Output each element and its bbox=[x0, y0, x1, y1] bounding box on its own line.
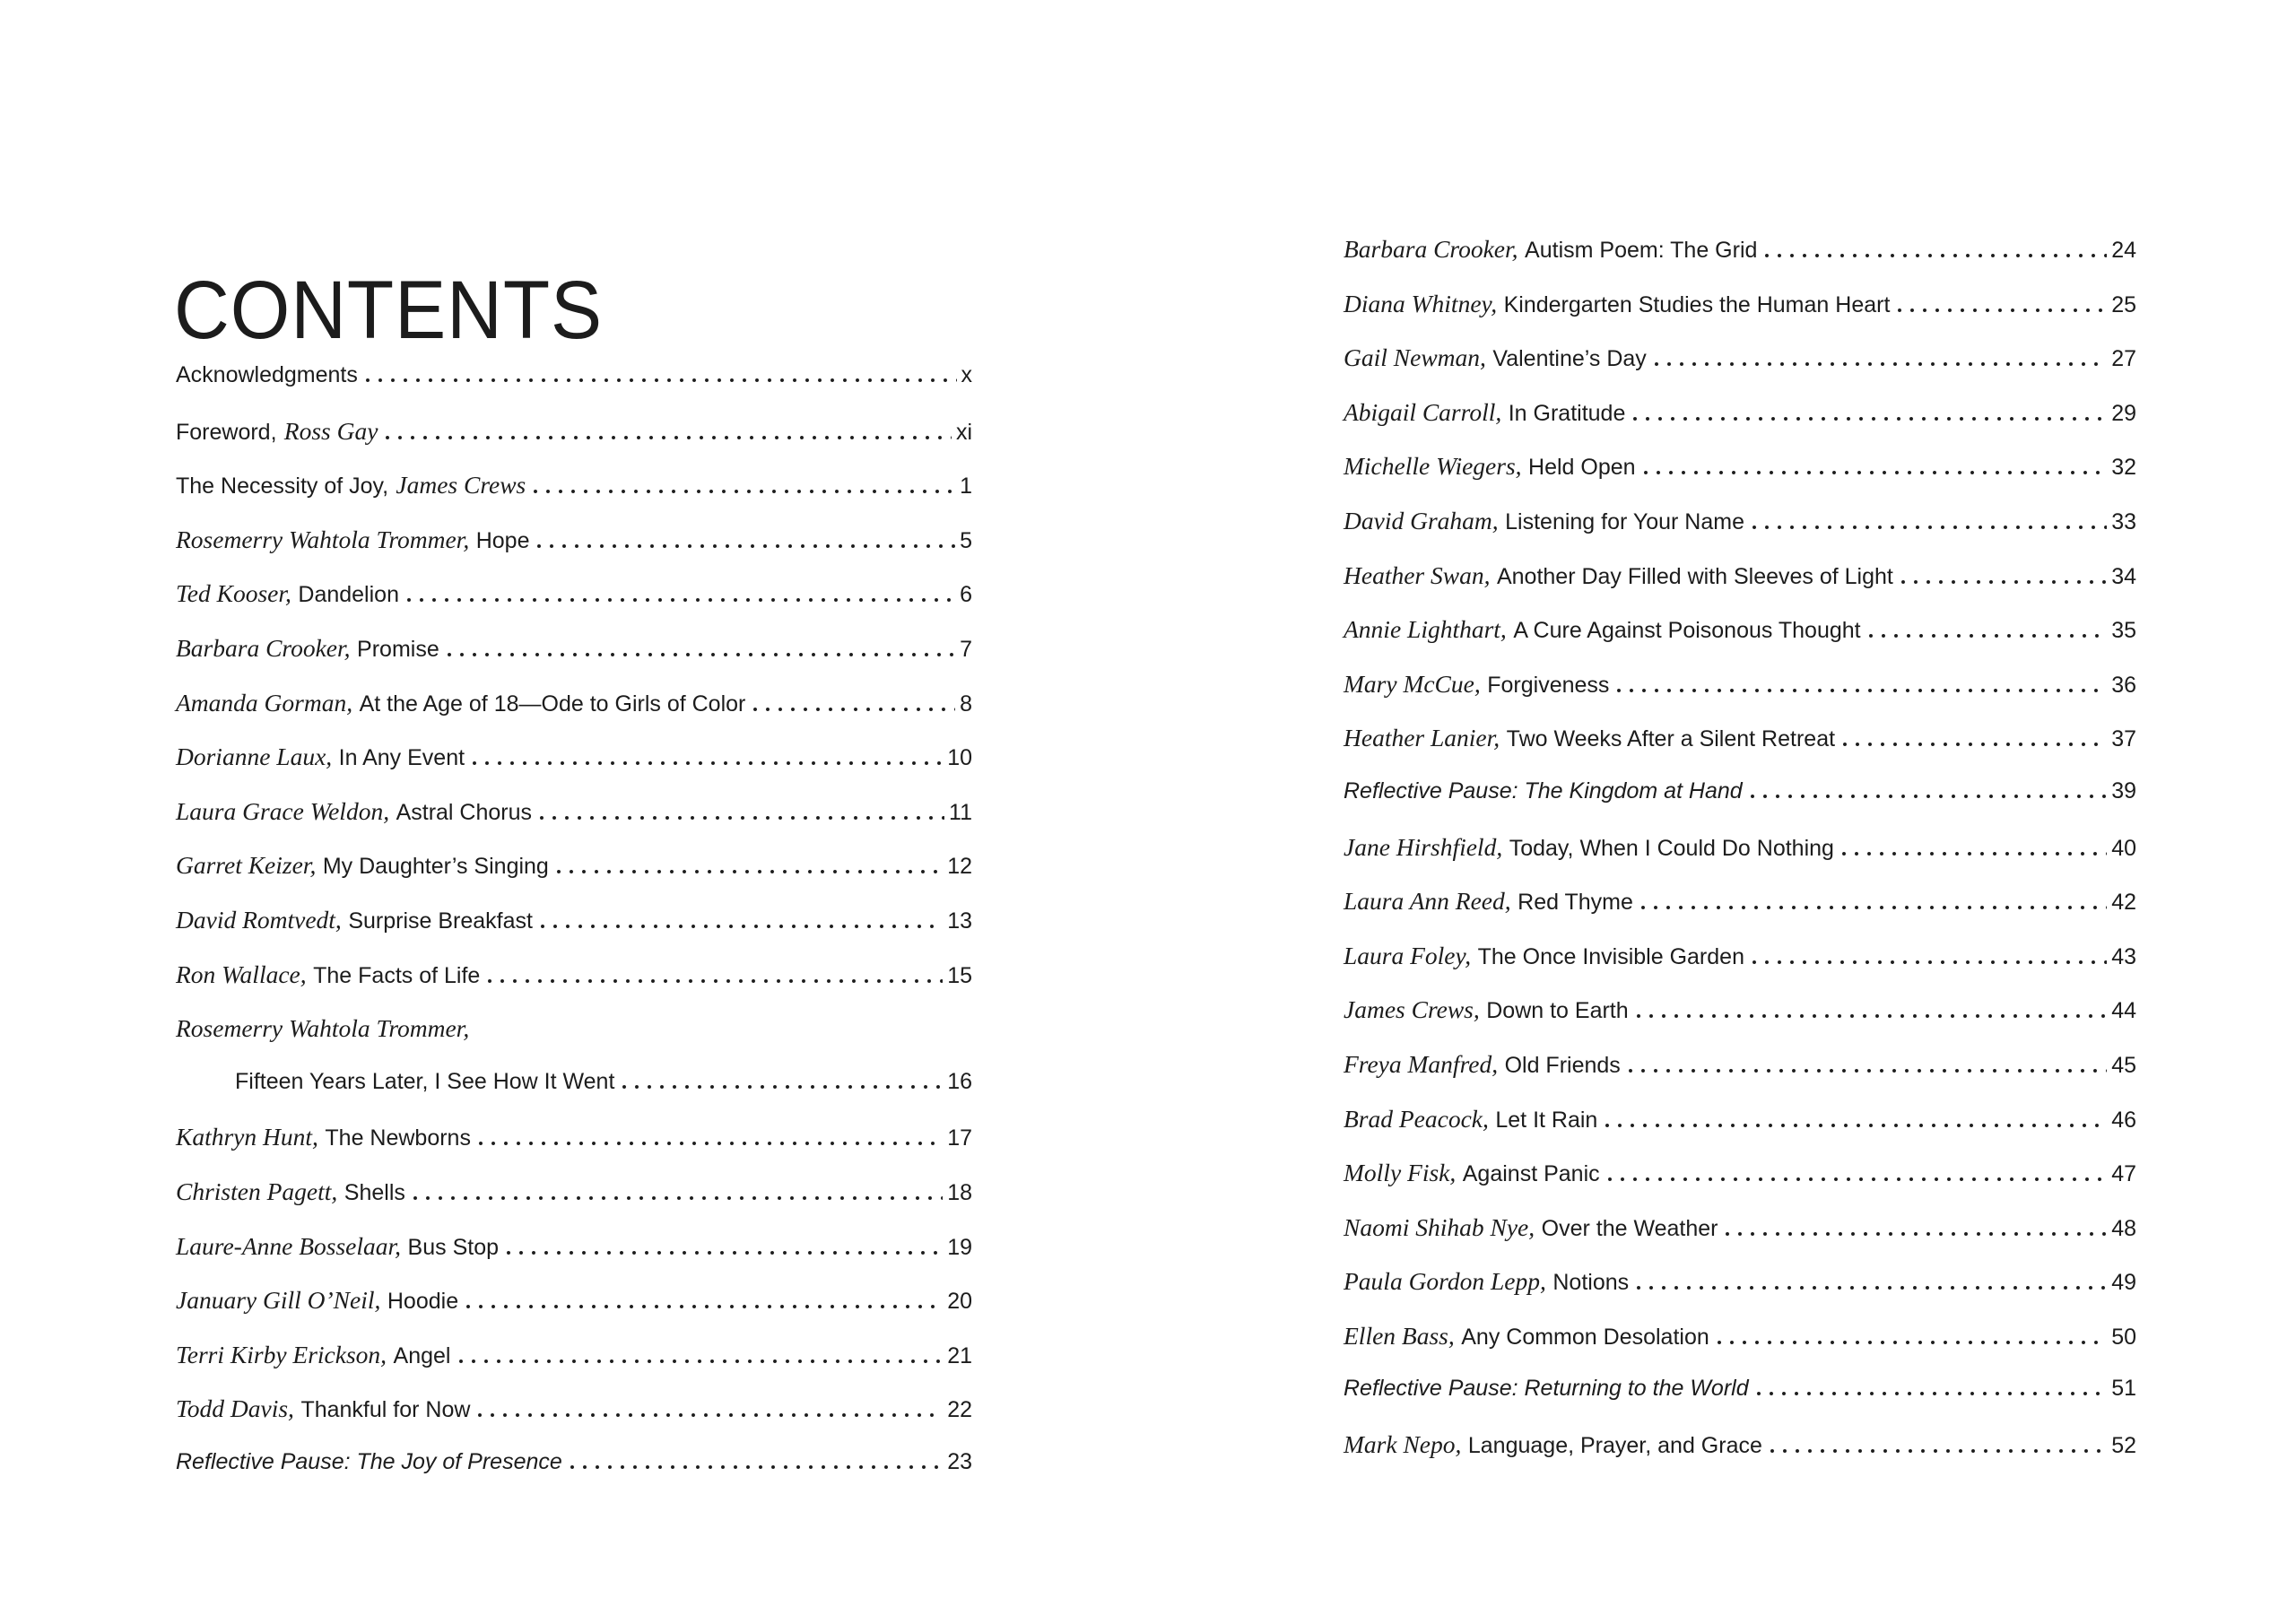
toc-entry bbox=[1344, 889, 2136, 943]
entry-page-number: 24 bbox=[2111, 238, 2136, 263]
toc-entry bbox=[1344, 1377, 2136, 1432]
entry-title: Kindergarten Studies the Human Heart bbox=[1503, 291, 1891, 317]
entry-title: Today, When I Could Do Nothing bbox=[1509, 835, 1834, 861]
entry-title: Fifteen Years Later, I See How It Went bbox=[235, 1068, 615, 1094]
entry-author: Kathryn Hunt, bbox=[176, 1123, 318, 1151]
entry-author: Ted Kooser, bbox=[176, 579, 291, 608]
entry-author: January Gill O’Neil, bbox=[176, 1286, 381, 1315]
dot-leader bbox=[466, 1305, 943, 1308]
toc-entry bbox=[176, 1342, 972, 1397]
entry-author: Michelle Wiegers, bbox=[1344, 452, 1522, 481]
dot-leader bbox=[386, 436, 951, 439]
toc-entry bbox=[1344, 291, 2136, 346]
entry-title: Another Day Filled with Sleeves of Light bbox=[1496, 563, 1893, 589]
entry-author: Gail Newman, bbox=[1344, 343, 1486, 372]
dot-leader bbox=[1752, 526, 2107, 529]
entry-title: Dandelion bbox=[298, 582, 399, 608]
dot-leader bbox=[753, 708, 955, 711]
toc-entry bbox=[1344, 1321, 2136, 1378]
toc-entry bbox=[176, 905, 972, 962]
entry-author: Barbara Crooker, bbox=[1344, 235, 1518, 263]
toc-entry bbox=[1344, 397, 2136, 455]
toc-entry bbox=[1344, 237, 2136, 291]
entry-title: Autism Poem: The Grid bbox=[1525, 238, 1758, 263]
dot-leader bbox=[1726, 1232, 2107, 1236]
toc-entry bbox=[1344, 560, 2136, 618]
toc-entry bbox=[176, 1396, 972, 1451]
entry-title: A Cure Against Poisonous Thought bbox=[1513, 618, 1861, 644]
entry-page-number: 45 bbox=[2111, 1052, 2136, 1078]
dot-leader bbox=[1757, 1392, 2108, 1395]
dot-leader bbox=[1617, 689, 2107, 692]
entry-author: Heather Swan, bbox=[1344, 560, 1491, 589]
entry-page-number: 13 bbox=[947, 908, 972, 934]
toc-entry bbox=[1344, 454, 2136, 508]
dot-leader bbox=[1843, 743, 2107, 746]
entry-author: Laura Grace Weldon, bbox=[176, 796, 390, 825]
dot-leader bbox=[1901, 580, 2107, 584]
entry-page-number: 19 bbox=[947, 1234, 972, 1260]
toc-entry bbox=[1344, 997, 2136, 1052]
entry-author: James Crews, bbox=[1344, 995, 1480, 1024]
toc-entry bbox=[176, 473, 972, 527]
entry-page-number: 44 bbox=[2111, 998, 2136, 1024]
entry-title: Shells bbox=[344, 1179, 405, 1205]
entry-page-number: 48 bbox=[2111, 1215, 2136, 1241]
entry-page-number: 10 bbox=[947, 745, 972, 771]
dot-leader bbox=[1655, 362, 2107, 366]
entry-page-number: 16 bbox=[947, 1068, 972, 1094]
entry-title: At the Age of 18—Ode to Girls of Color bbox=[359, 691, 746, 717]
toc-entry bbox=[176, 416, 972, 473]
entry-page-number: 6 bbox=[960, 582, 972, 608]
toc-entry bbox=[1344, 1160, 2136, 1215]
entry-page-number: 40 bbox=[2111, 835, 2136, 861]
dot-leader bbox=[1641, 906, 2107, 909]
toc-entry bbox=[1344, 508, 2136, 563]
entry-title: Old Friends bbox=[1504, 1052, 1621, 1078]
entry-title: Bus Stop bbox=[407, 1234, 499, 1260]
dot-leader bbox=[1718, 1341, 2107, 1344]
entry-page-number: 34 bbox=[2111, 563, 2136, 589]
entry-reflective-title: Reflective Pause: Returning to the World bbox=[1344, 1376, 1749, 1402]
toc-entry bbox=[176, 1068, 972, 1125]
dot-leader bbox=[478, 1413, 943, 1417]
entry-title: Hoodie bbox=[387, 1289, 459, 1315]
entry-title: The Facts of Life bbox=[313, 962, 481, 988]
dot-leader bbox=[1605, 1124, 2107, 1127]
entry-title: Let It Rain bbox=[1495, 1107, 1598, 1133]
toc-entry bbox=[176, 581, 972, 636]
entry-page-number: 12 bbox=[947, 854, 972, 880]
entry-title: The Newborns bbox=[325, 1125, 471, 1151]
toc-entry bbox=[176, 1125, 972, 1179]
entry-author: Barbara Crooker, bbox=[176, 633, 351, 662]
entry-page-number: 29 bbox=[2111, 400, 2136, 426]
toc-entry bbox=[1344, 725, 2136, 780]
entry-title: Two Weeks After a Silent Retreat bbox=[1506, 726, 1836, 752]
entry-page-number: 17 bbox=[947, 1125, 972, 1151]
entry-author: Brad Peacock, bbox=[1344, 1104, 1489, 1133]
dot-leader bbox=[537, 544, 955, 548]
entry-page-number: xi bbox=[955, 419, 972, 445]
entry-author: Amanda Gorman, bbox=[176, 688, 353, 717]
entry-page-number: 27 bbox=[2111, 346, 2136, 372]
dot-leader bbox=[479, 1142, 943, 1145]
dot-leader bbox=[541, 925, 943, 928]
toc-entry bbox=[176, 1179, 972, 1234]
entry-author: Ron Wallace, bbox=[176, 960, 307, 988]
entry-title: Down to Earth bbox=[1486, 998, 1629, 1024]
entry-author: Abigail Carroll, bbox=[1344, 397, 1502, 426]
dot-leader bbox=[507, 1251, 943, 1255]
entry-title: Thankful for Now bbox=[300, 1397, 471, 1423]
entry-page-number: 32 bbox=[2111, 455, 2136, 481]
dot-leader bbox=[473, 761, 943, 765]
entry-page-number: 52 bbox=[2111, 1433, 2136, 1459]
entry-title: Over the Weather bbox=[1541, 1215, 1718, 1241]
entry-page-number: 20 bbox=[947, 1289, 972, 1315]
dot-leader bbox=[1765, 254, 2107, 257]
entry-title: Foreword, bbox=[176, 419, 277, 445]
entry-page-number: 11 bbox=[949, 799, 972, 825]
page-title: CONTENTS bbox=[174, 264, 604, 356]
entry-page-number: 1 bbox=[960, 473, 972, 499]
dot-leader bbox=[1752, 960, 2107, 964]
entry-author: David Graham, bbox=[1344, 506, 1499, 534]
entry-page-number: 36 bbox=[2111, 672, 2136, 698]
entry-title: Surprise Breakfast bbox=[348, 908, 533, 934]
entry-title: Any Common Desolation bbox=[1461, 1324, 1709, 1350]
entry-page-number: 50 bbox=[2111, 1324, 2136, 1350]
entry-page-number: 46 bbox=[2111, 1107, 2136, 1133]
entry-page-number: 39 bbox=[2111, 777, 2136, 804]
toc-entry bbox=[1344, 617, 2136, 672]
toc-entry bbox=[1344, 669, 2136, 726]
entry-author: Ellen Bass, bbox=[1344, 1321, 1455, 1350]
entry-author: Mary McCue, bbox=[1344, 669, 1481, 698]
entry-author: Annie Lighthart, bbox=[1344, 615, 1507, 644]
entry-author: Paula Gordon Lepp, bbox=[1344, 1267, 1546, 1296]
entry-page-number: x bbox=[961, 362, 972, 387]
dot-leader bbox=[459, 1359, 944, 1363]
entry-page-number: 37 bbox=[2111, 726, 2136, 752]
entry-page-number: 33 bbox=[2111, 508, 2136, 534]
toc-entry bbox=[176, 1016, 972, 1071]
dot-leader bbox=[570, 1465, 943, 1469]
entry-title: Angel bbox=[393, 1342, 451, 1368]
entry-author: Heather Lanier, bbox=[1344, 724, 1500, 752]
dot-leader bbox=[1633, 417, 2107, 421]
dot-leader bbox=[1644, 471, 2108, 474]
dot-leader bbox=[1842, 852, 2107, 856]
entry-author: Todd Davis, bbox=[176, 1394, 294, 1423]
dot-leader bbox=[1869, 634, 2108, 638]
entry-author: Freya Manfred, bbox=[1344, 1049, 1499, 1078]
entry-author: Mark Nepo, bbox=[1344, 1430, 1462, 1459]
dot-leader bbox=[1770, 1449, 2107, 1453]
entry-title: The Necessity of Joy, bbox=[176, 473, 389, 499]
entry-page-number: 22 bbox=[947, 1397, 972, 1423]
dot-leader bbox=[488, 979, 943, 983]
toc-entry bbox=[176, 633, 972, 691]
entry-page-number: 49 bbox=[2111, 1270, 2136, 1296]
entry-page-number: 47 bbox=[2111, 1161, 2136, 1187]
dot-leader bbox=[1637, 1014, 2108, 1018]
toc-entry bbox=[1344, 943, 2136, 998]
entry-author: Terri Kirby Erickson, bbox=[176, 1340, 387, 1368]
toc-entry bbox=[176, 853, 972, 908]
toc-entry bbox=[1344, 832, 2136, 890]
entry-title: Hope bbox=[475, 527, 530, 553]
entry-author: Naomi Shihab Nye, bbox=[1344, 1212, 1535, 1241]
toc-entry bbox=[1344, 1269, 2136, 1324]
entry-page-number: 21 bbox=[947, 1342, 972, 1368]
toc-entry bbox=[1344, 1432, 2136, 1487]
entry-page-number: 51 bbox=[2111, 1376, 2136, 1402]
entry-title: Held Open bbox=[1528, 455, 1636, 481]
dot-leader bbox=[448, 653, 955, 656]
entry-reflective-title: Reflective Pause: The Joy of Presence bbox=[176, 1448, 562, 1474]
entry-author: David Romtvedt, bbox=[176, 905, 342, 934]
entry-author: Ross Gay bbox=[283, 416, 378, 445]
dot-leader bbox=[1637, 1286, 2107, 1290]
entry-title: Language, Prayer, and Grace bbox=[1467, 1433, 1762, 1459]
entry-title: Valentine’s Day bbox=[1492, 346, 1647, 372]
entry-author: Laure-Anne Bosselaar, bbox=[176, 1231, 402, 1260]
toc-entry bbox=[176, 744, 972, 799]
entry-title: Notions bbox=[1552, 1270, 1630, 1296]
dot-leader bbox=[534, 490, 955, 493]
entry-author: James Crews bbox=[396, 471, 526, 499]
toc-entry bbox=[176, 796, 972, 854]
dot-leader bbox=[366, 378, 957, 382]
dot-leader bbox=[1751, 795, 2107, 798]
dot-leader bbox=[407, 598, 955, 602]
dot-leader bbox=[413, 1196, 943, 1200]
entry-author: Molly Fisk, bbox=[1344, 1159, 1457, 1187]
toc-column-left bbox=[176, 364, 972, 1505]
entry-page-number: 25 bbox=[2111, 291, 2136, 317]
entry-page-number: 18 bbox=[947, 1179, 972, 1205]
toc-entry bbox=[176, 527, 972, 582]
toc-entry bbox=[176, 962, 972, 1017]
dot-leader bbox=[1608, 1177, 2108, 1181]
entry-title: My Daughter’s Singing bbox=[322, 854, 549, 880]
dot-leader bbox=[1898, 308, 2107, 312]
entry-title: Promise bbox=[357, 636, 439, 662]
toc-entry bbox=[176, 1448, 972, 1506]
dot-leader bbox=[1629, 1069, 2107, 1073]
toc-entry bbox=[176, 1231, 972, 1289]
entry-author: Laura Ann Reed, bbox=[1344, 887, 1511, 916]
toc-entry bbox=[176, 1288, 972, 1342]
dot-leader bbox=[622, 1085, 943, 1089]
entry-page-number: 35 bbox=[2111, 618, 2136, 644]
entry-author: Rosemerry Wahtola Trommer, bbox=[176, 525, 470, 553]
entry-title: Forgiveness bbox=[1487, 672, 1610, 698]
toc-entry bbox=[1344, 1049, 2136, 1107]
entry-page-number: 43 bbox=[2111, 943, 2136, 969]
entry-page-number: 15 bbox=[947, 962, 972, 988]
toc-column-right bbox=[1344, 237, 2136, 1487]
dot-leader bbox=[540, 816, 944, 820]
entry-page-number: 42 bbox=[2111, 890, 2136, 916]
entry-title: Red Thyme bbox=[1518, 890, 1633, 916]
entry-author: Dorianne Laux, bbox=[176, 743, 333, 771]
entry-title: The Once Invisible Garden bbox=[1477, 943, 1744, 969]
entry-author: Diana Whitney, bbox=[1344, 289, 1498, 317]
entry-title: Acknowledgments bbox=[176, 362, 358, 387]
entry-reflective-title: Reflective Pause: The Kingdom at Hand bbox=[1344, 777, 1743, 804]
entry-title: Listening for Your Name bbox=[1505, 508, 1744, 534]
entry-title: In Gratitude bbox=[1508, 400, 1626, 426]
entry-title: Against Panic bbox=[1462, 1161, 1600, 1187]
entry-page-number: 5 bbox=[960, 527, 972, 553]
entry-page-number: 8 bbox=[960, 691, 972, 717]
entry-author: Jane Hirshfield, bbox=[1344, 832, 1503, 861]
entry-author: Garret Keizer, bbox=[176, 851, 317, 880]
toc-entry bbox=[1344, 1212, 2136, 1270]
dot-leader bbox=[557, 870, 943, 873]
toc-entry bbox=[1344, 777, 2136, 835]
toc-entry bbox=[1344, 1104, 2136, 1161]
entry-author: Christen Pagett, bbox=[176, 1177, 338, 1205]
toc-entry bbox=[176, 688, 972, 745]
entry-page-number: 23 bbox=[947, 1448, 972, 1474]
toc-entry bbox=[1344, 345, 2136, 400]
entry-author: Rosemerry Wahtola Trommer, bbox=[176, 1014, 470, 1043]
entry-author: Laura Foley, bbox=[1344, 941, 1472, 969]
toc-entry bbox=[176, 364, 972, 419]
entry-title: Astral Chorus bbox=[396, 799, 533, 825]
entry-page-number: 7 bbox=[960, 636, 972, 662]
entry-title: In Any Event bbox=[338, 745, 465, 771]
